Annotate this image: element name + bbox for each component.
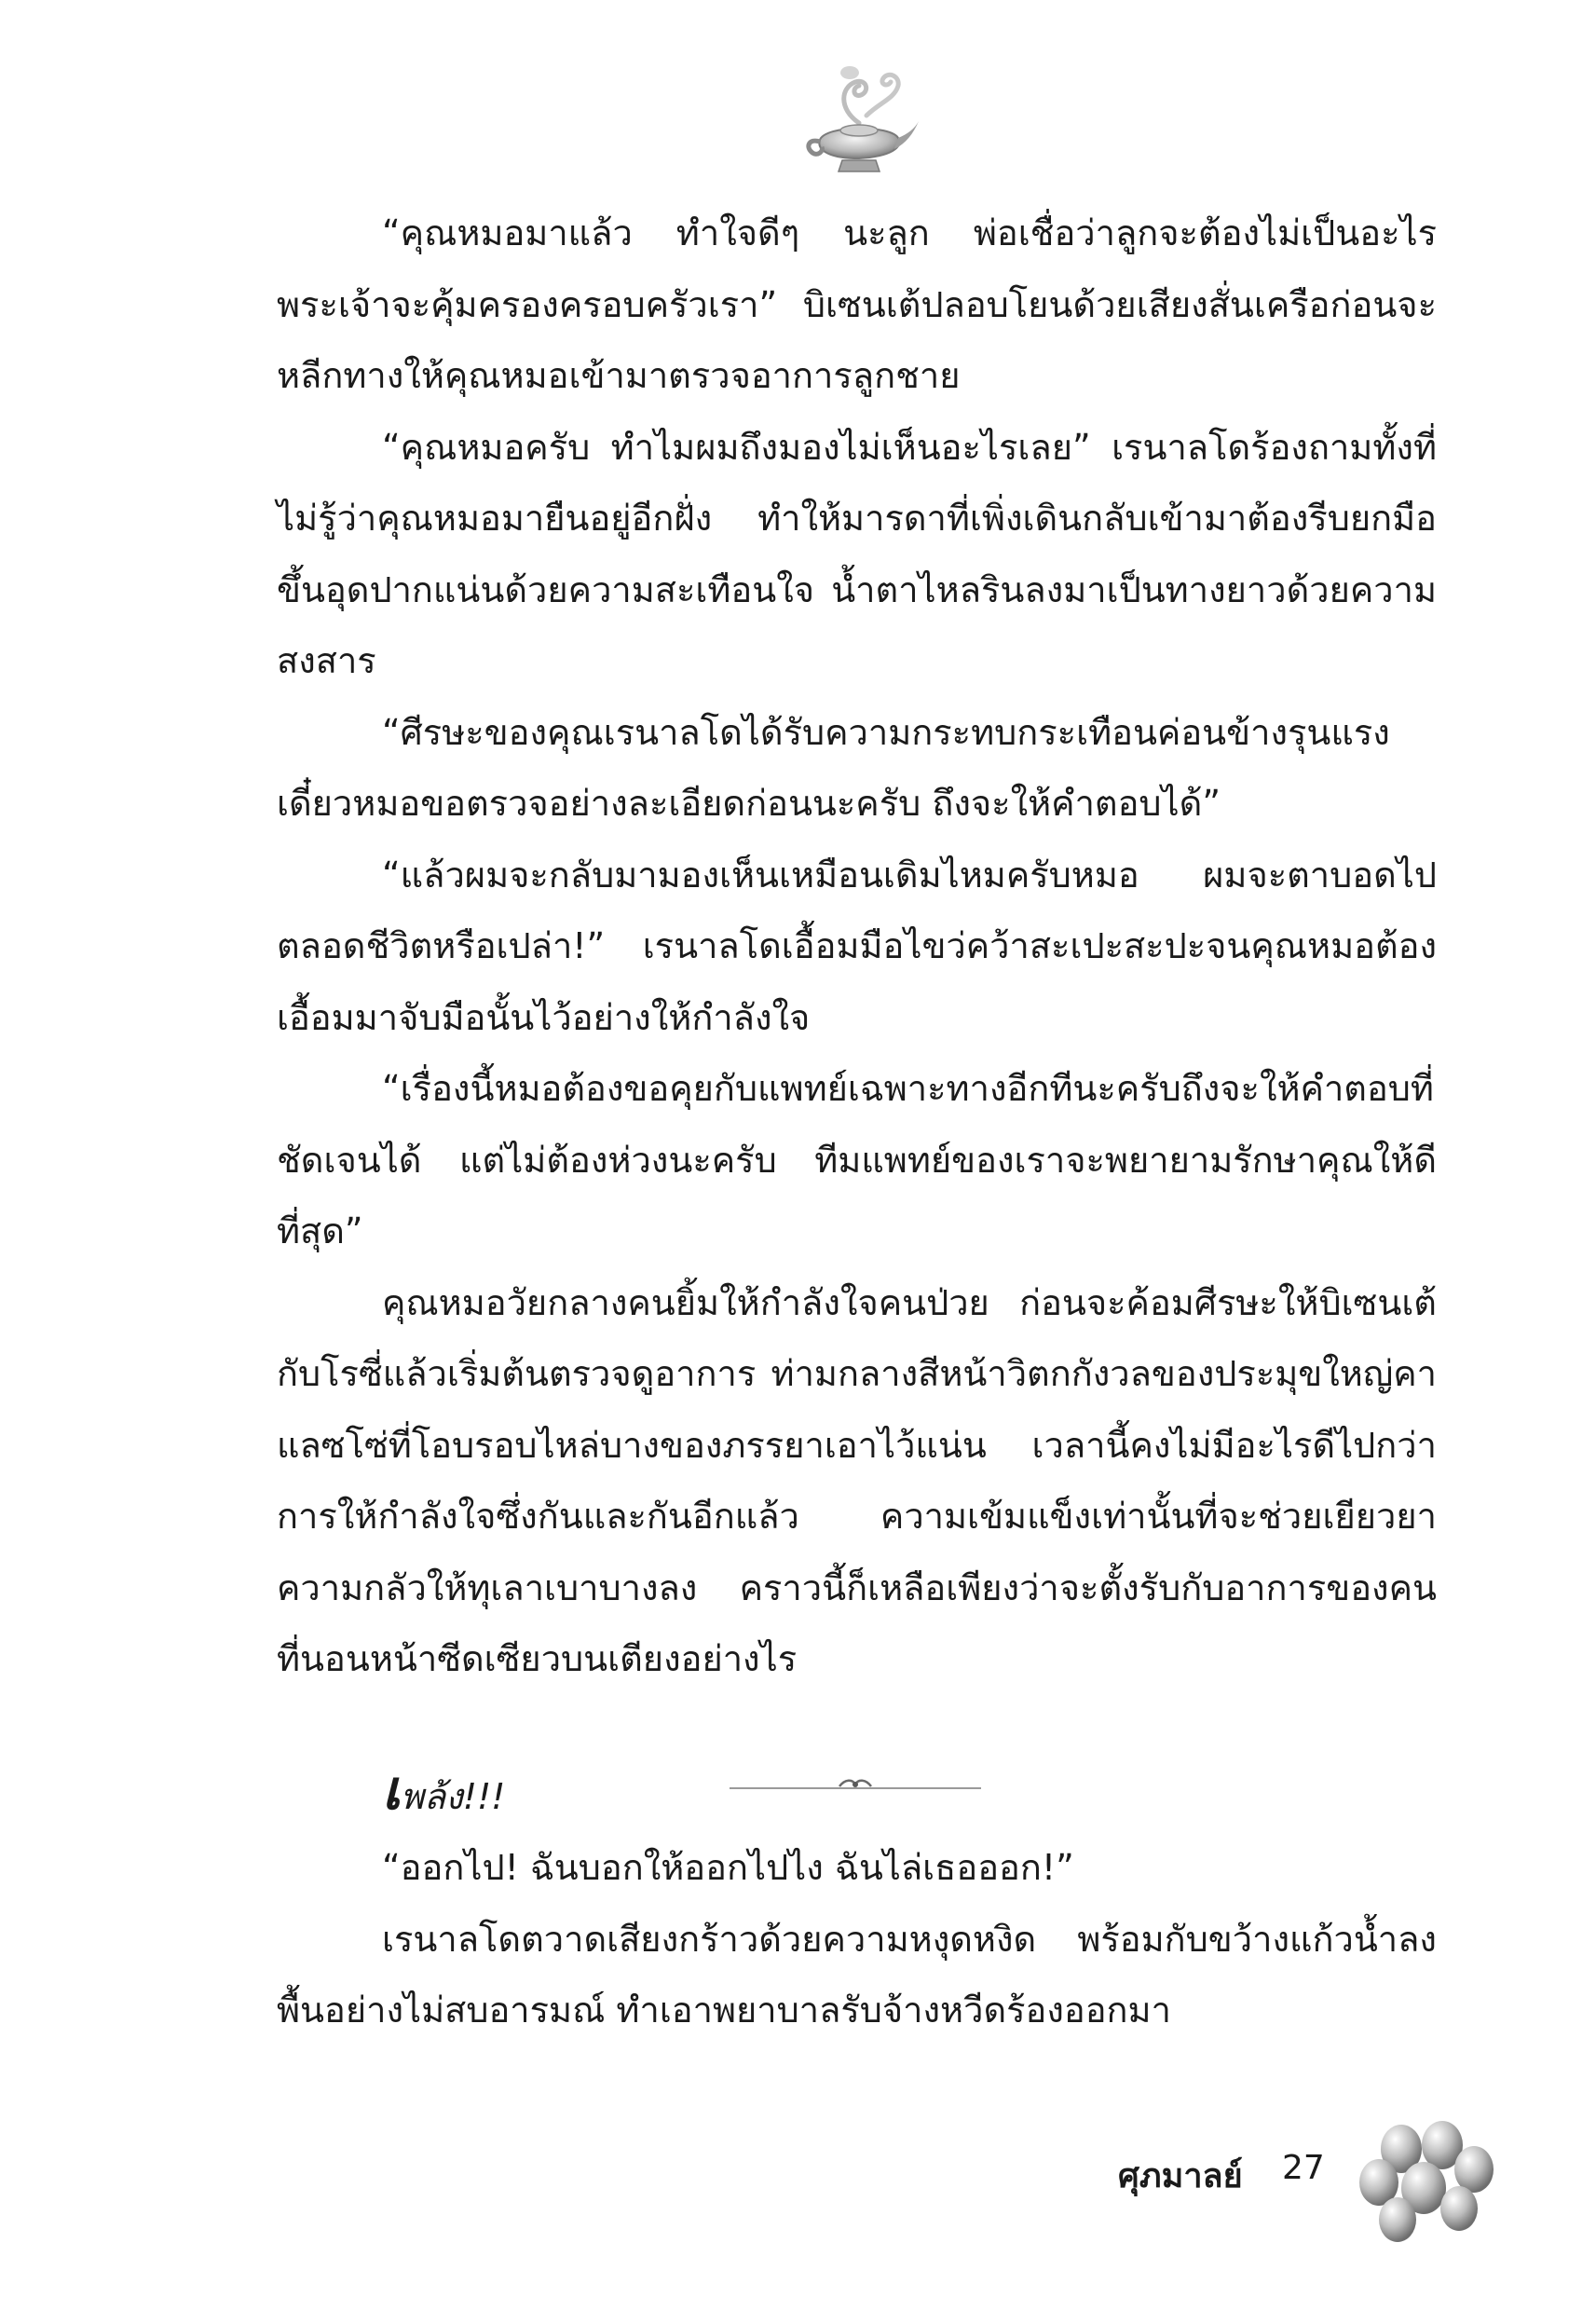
- paragraph: “แล้วผมจะกลับมามองเห็นเหมือนเดิมไหมครับหมอ ผมจะตาบอดไปตลอดชีวิตหรือเปล่า!” เรนาลโดเอื้อมมือไขว่คว้าสะเปะสะปะจนคุณหมอต้องเอื้อมมาจับมือนั้นไว้อย่างให้กำลังใจ: [277, 854, 1437, 1038]
- paragraph: “คุณหมอมาแล้ว ทำใจดีๆ นะลูก พ่อเชื่อว่าลูกจะต้องไม่เป็นอะไร พระเจ้าจะคุ้มครองครอบครัวเรา” บิเซนเต้ปลอบโยนด้วยเสียงสั่นเครือก่อนจะหลีกทางให้คุณหมอเข้ามาตรวจอาการลูกชาย: [277, 212, 1437, 396]
- balloons-icon: [1344, 2115, 1502, 2255]
- paragraph: “เรื่องนี้หมอต้องขอคุยกับแพทย์เฉพาะทางอีกทีนะครับถึงจะให้คำตอบที่ชัดเจนได้ แต่ไม่ต้องห่วงนะครับ ทีมแพทย์ของเราจะพยายามรักษาคุณให้ดีที่สุด”: [277, 1068, 1437, 1251]
- genie-lamp-icon: [801, 58, 922, 188]
- paragraph: “ออกไป! ฉันบอกให้ออกไปไง ฉันไล่เธอออก!”: [382, 1847, 1074, 1888]
- paragraph: คุณหมอวัยกลางคนยิ้มให้กำลังใจคนป่วย ก่อนจะค้อมศีรษะให้บิเซนเต้กับโรซี่แล้วเริ่มต้นตรวจดูอาการ ท่ามกลางสีหน้าวิตกกังวลของประมุขใหญ่คาแลซโซ่ที่โอบรอบไหล่บางของภรรยาเอาไว้แน่น เวลานี้คงไม่มีอะไรดีไปกว่าการให้กำลังใจซึ่งกันและกันอีกแล้ว ความเข้มแข็งเท่านั้นที่จะช่วยเยียวยาความกลัวให้ทุเลาเบาบางลง คราวนี้ก็เหลือเพียงว่าจะตั้งรับกับอาการของคนที่นอนหน้าซีดเซียวบนเตียงอย่างไร: [277, 1281, 1437, 1679]
- sound-effect-text: พล้ง!!!: [400, 1775, 506, 1817]
- ornament-divider-icon: [730, 1773, 981, 1798]
- body-text: [277, 198, 1437, 2046]
- author-name: ศุภมาลย์: [1118, 2157, 1243, 2195]
- drop-cap: เ: [382, 1757, 401, 1822]
- paragraph: “คุณหมอครับ ทำไมผมถึงมองไม่เห็นอะไรเลย” เรนาลโดร้องถามทั้งที่ไม่รู้ว่าคุณหมอมายืนอยู่อีกฝั่ง ทำให้มารดาที่เพิ่งเดินกลับเข้ามาต้องรีบยกมือขึ้นอุดปากแน่นด้วยความสะเทือนใจ น้ำตาไหลรินลงมาเป็นทางยาวด้วยความสงสาร: [277, 426, 1437, 681]
- paragraph: เรนาลโดตวาดเสียงกร้าวด้วยความหงุดหงิด พร้อมกับขว้างแก้วน้ำลงพื้นอย่างไม่สบอารมณ์ ทำเอาพยาบาลรับจ้างหวีดร้องออกมา: [277, 1918, 1437, 2031]
- page-number: 27: [1282, 2149, 1325, 2187]
- paragraph: “ศีรษะของคุณเรนาลโดได้รับความกระทบกระเทือนค่อนข้างรุนแรง เดี๋ยวหมอขอตรวจอย่างละเอียดก่อนนะครับ ถึงจะให้คำตอบได้”: [277, 711, 1390, 824]
